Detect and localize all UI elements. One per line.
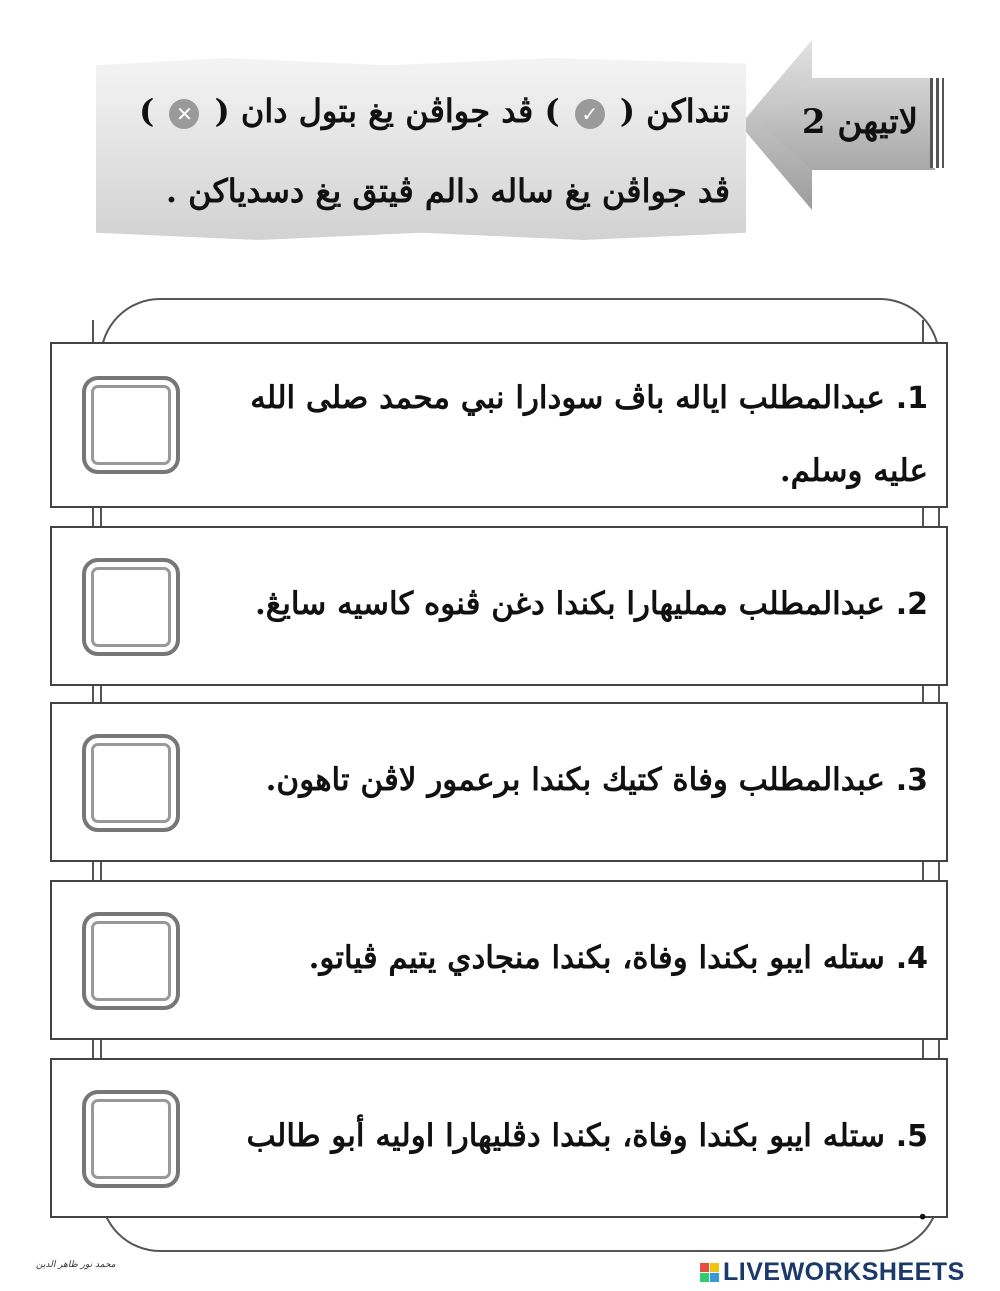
answer-checkbox-3[interactable] xyxy=(82,734,180,832)
question-statement: ستله ايبو بكندا وفاة، بكندا منجادي يتيم ڤياتو. xyxy=(308,940,885,976)
answer-checkbox-1[interactable] xyxy=(82,376,180,474)
exercise-title: لاتيهن 2 xyxy=(801,102,919,142)
answer-checkbox-4[interactable] xyxy=(82,912,180,1010)
question-row-4 xyxy=(50,880,948,1040)
liveworksheets-logo[interactable] xyxy=(700,1258,965,1287)
check-icon: ✓ xyxy=(575,99,605,129)
question-text xyxy=(238,362,928,507)
question-row-3 xyxy=(50,702,948,862)
question-text xyxy=(238,922,928,995)
answer-checkbox-2[interactable] xyxy=(82,558,180,656)
brand-name: LIVEWORKSHEETS xyxy=(723,1258,965,1286)
question-row-5 xyxy=(50,1058,948,1227)
question-row-2 xyxy=(50,526,948,686)
question-text xyxy=(238,744,928,817)
question-text xyxy=(238,568,928,641)
question-number: 5. xyxy=(895,1119,928,1154)
question-statement: عبدالمطلب وفاة كتيك بكندا برعمور لاڤن تاهون. xyxy=(265,762,885,798)
instruction-line-2: ڤد جواڤن يغ ساله دالم ڤيتق يغ دسدياكن . xyxy=(165,172,730,210)
question-text xyxy=(238,1100,928,1245)
question-statement: عبدالمطلب ممليهارا بكندا دغن ڤنوه كاسيه سايڠ. xyxy=(254,586,885,622)
question-statement: عبدالمطلب اياله باڤ سودارا نبي محمد صلى الله عليه وسلم. xyxy=(250,380,928,489)
answer-checkbox-5[interactable] xyxy=(82,1090,180,1188)
author-signature: محمد نور ظاهر الدين xyxy=(36,1260,116,1270)
instruction-text-a: تنداكن ( xyxy=(619,92,730,130)
instruction-text-b: ) ڤد جواڤن يغ بتول دان ( xyxy=(214,92,560,130)
instruction-line-1 xyxy=(110,92,730,130)
question-number: 2. xyxy=(895,587,928,622)
question-number: 4. xyxy=(895,941,928,976)
liveworksheets-icon xyxy=(700,1263,719,1282)
instruction-text-c: ) xyxy=(139,92,155,130)
cross-icon: ✕ xyxy=(169,99,199,129)
question-statement: ستله ايبو بكندا وفاة، بكندا دڤليهارا اوليه أبو طالب . xyxy=(246,1118,928,1227)
question-number: 1. xyxy=(895,381,928,416)
question-number: 3. xyxy=(895,763,928,798)
instruction-banner xyxy=(96,58,746,240)
question-row-1 xyxy=(50,342,948,508)
